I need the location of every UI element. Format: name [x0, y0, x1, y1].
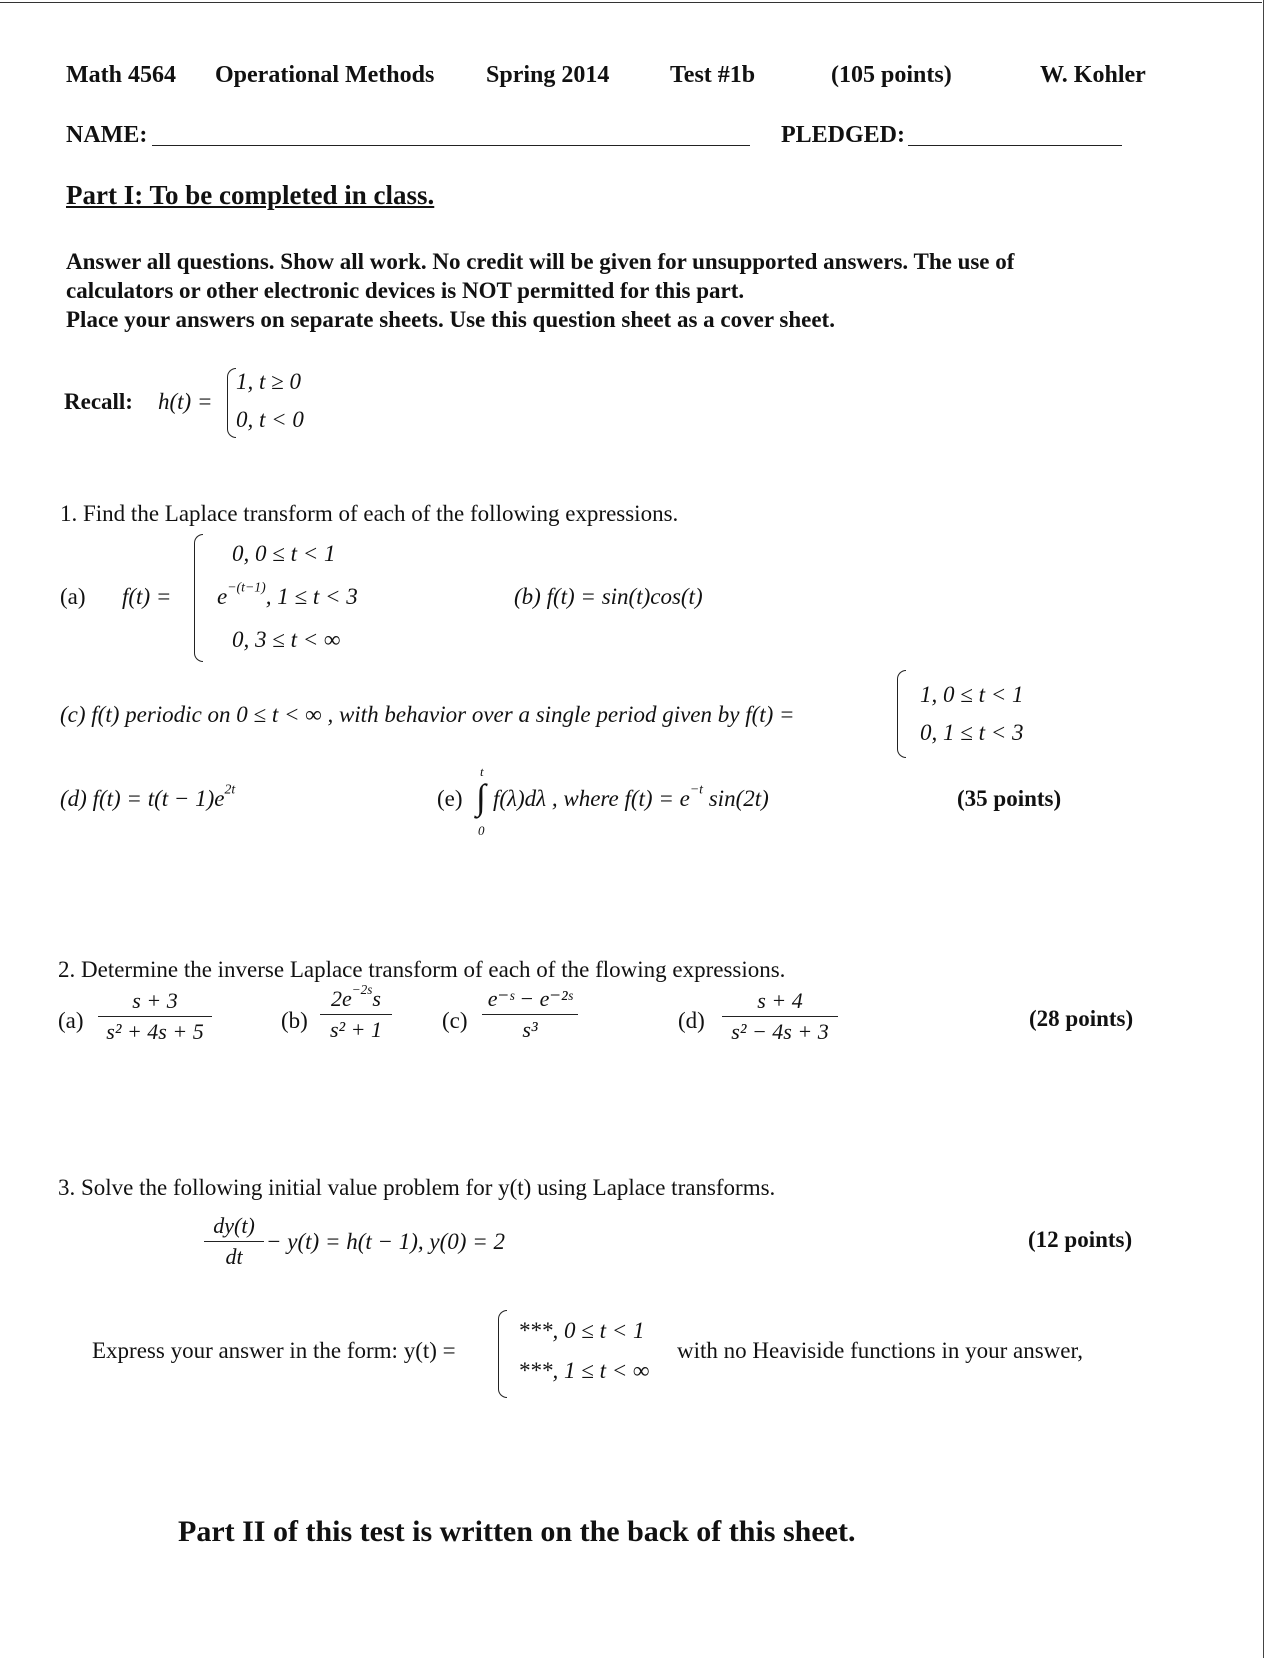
q1a-case-1: 0, 0 ≤ t < 1 [232, 541, 336, 566]
q2a-denominator: s² + 4s + 5 [106, 1019, 204, 1044]
q3-equation: − y(t) = h(t − 1), y(0) = 2 [266, 1229, 505, 1254]
q1e-exp: −t [689, 781, 703, 797]
q2c-numerator: e⁻ˢ − e⁻²ˢ [482, 986, 578, 1015]
q2c-denominator: s³ [522, 1017, 538, 1042]
instruction-line-1: Answer all questions. Show all work. No credit will be given for unsupported answers. The use of [66, 249, 1015, 274]
q1e-lower-limit: 0 [478, 823, 485, 838]
q3-points: (12 points) [1028, 1227, 1133, 1252]
q1a-case-3: 0, 3 ≤ t < ∞ [232, 627, 341, 652]
q1a-case-2 [217, 579, 358, 610]
recall-case-2: 0, t < 0 [236, 407, 304, 432]
q1a-brace [194, 534, 203, 662]
q2a-label: (a) [58, 1008, 84, 1033]
q1-points: (35 points) [957, 786, 1062, 811]
pledged-label: PLEDGED: [781, 122, 906, 148]
q1e-upper-limit: t [480, 764, 484, 779]
recall-brace [227, 368, 236, 438]
q1c-case-2: 0, 1 ≤ t < 3 [920, 720, 1024, 745]
pledged-field[interactable] [908, 145, 1122, 146]
q2-points: (28 points) [1029, 1006, 1134, 1031]
q3-express-label: Express your answer in the form: y(t) = [92, 1338, 456, 1363]
q1a-case-2-exp: −(t−1) [227, 579, 266, 595]
q3-derivative-den: dt [225, 1244, 243, 1269]
q2b-num-tail: s [372, 986, 381, 1011]
q2d-numerator: s + 4 [722, 988, 838, 1017]
q1a-case-2-rest: , 1 ≤ t < 3 [265, 584, 358, 609]
footer-note: Part II of this test is written on the back of this sheet. [178, 1515, 856, 1548]
instruction-line-3: Place your answers on separate sheets. Use this question sheet as a cover sheet. [66, 307, 835, 332]
q2a-fraction [98, 988, 212, 1045]
q3-case-1: ***, 0 ≤ t < 1 [518, 1318, 645, 1343]
course-subject: Operational Methods [215, 62, 435, 88]
q1c: (c) f(t) periodic on 0 ≤ t < ∞ , with behavior over a single period given by f(t) = [60, 702, 795, 727]
q1c-case-1: 1, 0 ≤ t < 1 [920, 682, 1024, 707]
recall-case-1: 1, t ≥ 0 [236, 369, 302, 394]
q2c-fraction [482, 986, 578, 1043]
q2b-num-base: 2e [331, 986, 352, 1011]
q1a-lhs: f(t) = [122, 584, 172, 609]
q3-derivative [204, 1213, 264, 1270]
instruction-line-2: calculators or other electronic devices is NOT permitted for this part. [66, 278, 745, 303]
q1a-case-2-base: e [217, 584, 228, 609]
right-border [1263, 0, 1264, 1658]
q1e-integral-sign: ∫ [476, 777, 486, 817]
top-border [0, 2, 1262, 3]
q1b: (b) f(t) = sin(t)cos(t) [514, 584, 703, 609]
q2b-label: (b) [281, 1008, 308, 1033]
q2b-num-exp: −2s [351, 982, 373, 998]
q1d-exp: 2t [224, 781, 236, 797]
term: Spring 2014 [486, 62, 610, 88]
q1d [60, 781, 236, 812]
q3-express-tail: with no Heaviside functions in your answer, [677, 1338, 1083, 1363]
course-number: Math 4564 [66, 62, 176, 88]
q2b-denominator: s² + 1 [329, 1017, 382, 1042]
recall-lhs: h(t) = [158, 389, 213, 414]
q2d-label: (d) [678, 1008, 705, 1033]
q1e-body: f(λ)dλ , where f(t) = e [493, 786, 690, 811]
q1e [493, 781, 769, 812]
q1a-label: (a) [60, 584, 86, 609]
instructor: W. Kohler [1040, 62, 1146, 88]
part1-title: Part I: To be completed in class. [66, 180, 435, 210]
q2b-fraction [320, 982, 392, 1043]
q2a-numerator: s + 3 [98, 988, 212, 1017]
q3-prompt: 3. Solve the following initial value problem for y(t) using Laplace transforms. [58, 1175, 776, 1200]
q2b-numerator [320, 982, 392, 1015]
name-field[interactable] [152, 145, 750, 146]
q2d-denominator: s² − 4s + 3 [731, 1019, 829, 1044]
recall-label: Recall: [64, 389, 133, 414]
name-label: NAME: [66, 122, 148, 148]
q3-brace [498, 1310, 507, 1398]
q3-case-2: ***, 1 ≤ t < ∞ [518, 1358, 650, 1383]
q1c-brace [897, 670, 906, 758]
q1d-main: (d) f(t) = t(t − 1)e [60, 786, 225, 811]
q2-prompt: 2. Determine the inverse Laplace transform of each of the flowing expressions. [58, 957, 786, 982]
q3-derivative-num: dy(t) [204, 1213, 264, 1242]
q2c-label: (c) [442, 1008, 468, 1033]
q1e-label: (e) [437, 786, 463, 811]
total-points: (105 points) [831, 62, 952, 88]
q1-prompt: 1. Find the Laplace transform of each of the following expressions. [60, 501, 679, 526]
test-number: Test #1b [670, 62, 756, 88]
q1e-tail: sin(2t) [702, 786, 769, 811]
q2d-fraction [722, 988, 838, 1045]
